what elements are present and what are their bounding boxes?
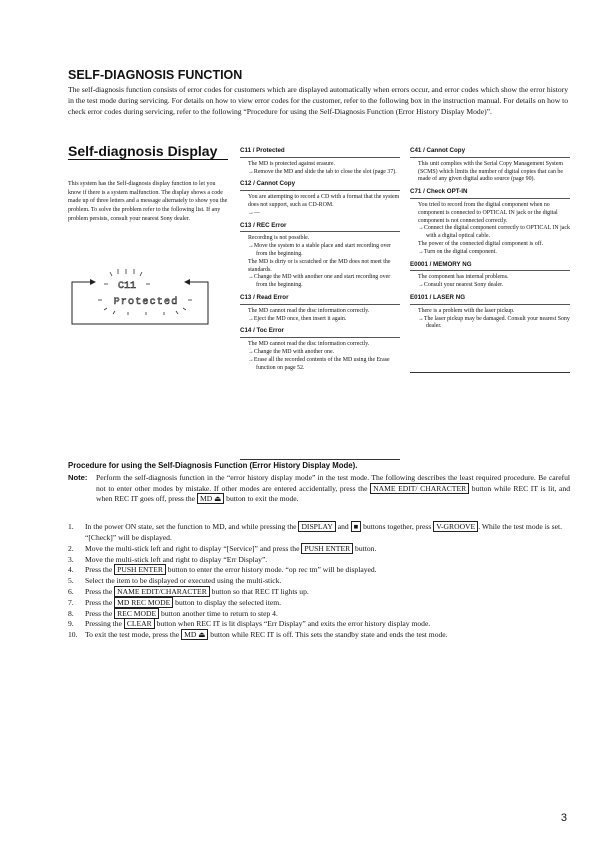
button-key-label: ■ <box>351 521 362 532</box>
step-text-part: . While the test mode is set. “[Check]” will be displayed. <box>85 522 562 542</box>
button-key-label: MD REC MODE <box>114 597 173 608</box>
arrow-bullet-icon: → <box>248 168 254 175</box>
error-description: The power of the connected digital component is off. <box>418 240 544 247</box>
step-text <box>85 522 570 544</box>
step-text-part: button so that REC IT lights up. <box>209 586 309 596</box>
column-end-rule <box>410 372 570 373</box>
page-title: SELF-DIAGNOSIS FUNCTION <box>68 68 243 82</box>
step-text-part: Press the <box>85 608 115 618</box>
step-text-part: buttons together, press <box>361 522 434 532</box>
step-text-part: button to enter the error history mode. “op rec tm” will be displayed. <box>165 565 377 575</box>
display-message-text: Protected <box>113 297 179 308</box>
error-description: There is a problem with the laser pickup. <box>418 307 515 314</box>
error-code: C14 / Toc Error <box>240 327 400 338</box>
arrow-bullet-icon: → <box>418 225 424 232</box>
arrow-bullet-icon: → <box>248 274 254 281</box>
error-code: C13 / Read Error <box>240 294 400 305</box>
step-text <box>85 630 570 641</box>
error-description: Recording is not possible. <box>248 235 310 242</box>
error-list-right <box>410 147 570 335</box>
step-text-part: Move the multi-stick left and right to display “Err Display”. <box>85 554 268 564</box>
error-description: The MD cannot read the disc information correctly. <box>248 341 370 348</box>
error-code: C41 / Cannot Copy <box>410 147 570 158</box>
error-entry <box>240 294 400 323</box>
step-number: 10. <box>68 630 78 640</box>
remedy-item <box>240 210 400 218</box>
step-text-part: Pressing the <box>85 619 124 629</box>
button-key-label: PUSH ENTER <box>114 564 166 575</box>
remedy-item <box>410 316 570 332</box>
note-text-part: button to exit the mode. <box>224 494 299 504</box>
step-text-part: button while REC IT is off. This sets the standby state and ends the test mode. <box>208 630 448 640</box>
remedy-text: Turn on the digital component. <box>423 248 497 255</box>
remedy-item <box>240 357 400 373</box>
button-key-label: DISPLAY <box>298 521 335 532</box>
button-key-label: PUSH ENTER <box>301 543 353 554</box>
arrow-bullet-icon: → <box>248 356 254 363</box>
arrow-bullet-icon: → <box>248 348 254 355</box>
procedure-step <box>68 598 570 609</box>
step-text-part: Press the <box>85 565 115 575</box>
error-code: C13 / REC Error <box>240 222 400 233</box>
step-number: 8. <box>68 608 74 618</box>
manual-box <box>68 143 228 224</box>
error-entry <box>240 147 400 176</box>
step-text-part: Move the multi-stick left and right to display “[Service]” and press the <box>85 543 302 553</box>
arrow-bullet-icon: → <box>418 282 424 289</box>
md-eject-key: MD ⏏ <box>197 493 224 504</box>
arrow-bullet-icon: → <box>248 315 254 322</box>
step-text <box>85 609 570 620</box>
arrow-bullet-icon: → <box>248 209 254 216</box>
remedy-text: Erase all the recorded contents of the MD using the Erase function on page 52. <box>253 356 390 371</box>
step-number: 5. <box>68 576 74 586</box>
remedy-text: Connect the digital component correctly to OPTICAL IN jack with a digital optical cable. <box>423 225 570 240</box>
remedy-item <box>240 274 400 290</box>
remedy-text: Change the MD with another one. <box>253 348 335 355</box>
remedy-item <box>410 282 570 290</box>
procedure-steps <box>68 522 570 641</box>
arrow-bullet-icon: → <box>248 243 254 250</box>
error-entry <box>240 180 400 217</box>
error-list-middle <box>240 147 400 376</box>
remedy-item <box>410 225 570 241</box>
step-text-part: To exit the test mode, press the <box>85 630 182 640</box>
step-text-part: Press the <box>85 597 115 607</box>
error-description: The MD cannot read the disc information correctly. <box>248 307 370 314</box>
remedy-text: Change the MD with another one and start recording over from the beginning. <box>253 274 391 289</box>
display-code-text: C11 <box>117 281 137 292</box>
procedure-step <box>68 565 570 576</box>
remedy-text: Remove the MD and slide the tab to close the slot (page 37). <box>253 168 397 175</box>
error-entry <box>410 188 570 256</box>
step-text <box>85 619 570 630</box>
button-key-label: MD ⏏ <box>181 629 208 640</box>
arrow-bullet-icon: → <box>418 248 424 255</box>
error-code: C71 / Check OPT-IN <box>410 188 570 199</box>
step-number: 6. <box>68 586 74 596</box>
error-code: E0001 / MEMORY NG <box>410 261 570 272</box>
remedy-text: The laser pickup may be damaged. Consult your nearest Sony dealer. <box>423 315 570 330</box>
step-text-part: button. <box>353 543 377 553</box>
note-text <box>96 473 570 505</box>
blink-rays-icon <box>98 269 192 315</box>
step-number: 3. <box>68 554 74 564</box>
procedure-step <box>68 630 570 641</box>
step-text-part: In the power ON state, set the function to MD, and while pressing the <box>85 522 299 532</box>
note-text-part: Perform the self-diagnosis function in the “error history display mode” in the test mode. The following describes the least required procedure. Be careful not to enter other modes by mistake. If other modes are entered accidentally, press the <box>96 472 570 493</box>
error-description: This unit complies with the Serial Copy Management System (SCMS) which limits the number of digital copies that can be made of any given digital audio source (page 90). <box>418 160 563 183</box>
error-entry <box>240 222 400 290</box>
procedure-section <box>68 461 570 641</box>
error-description: The component has internal problems. <box>418 274 509 281</box>
step-text-part: button to display the selected item. <box>173 597 282 607</box>
error-code: C11 / Protected <box>240 147 400 158</box>
error-entry <box>410 294 570 331</box>
step-number: 1. <box>68 522 74 532</box>
note-label: Note: <box>68 472 88 482</box>
step-text-part: button when REC IT is lit displays “Err Display” and exits the error history display mode. <box>154 619 431 629</box>
remedy-text: Eject the MD once, then insert it again. <box>253 315 347 322</box>
procedure-heading: Procedure for using the Self-Diagnosis Function (Error History Display Mode). <box>68 461 358 470</box>
remedy-text: Move the system to a stable place and start recording over from the beginning. <box>253 243 391 257</box>
note-block <box>68 473 570 505</box>
arrow-left-icon <box>184 279 190 285</box>
remedy-text: Consult your nearest Sony dealer. <box>423 282 504 289</box>
remedy-item <box>240 316 400 324</box>
step-number: 7. <box>68 597 74 607</box>
arrow-right-icon <box>90 279 96 285</box>
step-number: 2. <box>68 543 74 553</box>
step-text-part: Select the item to be displayed or executed using the multi-stick. <box>85 576 282 586</box>
error-entry <box>240 327 400 372</box>
arrow-bullet-icon: → <box>418 315 424 322</box>
error-description: The MD is protected against erasure. <box>248 160 336 167</box>
button-key-label: NAME EDIT/CHARACTER <box>114 586 210 597</box>
procedure-step <box>68 544 570 555</box>
name-edit-character-key: NAME EDIT/ CHARACTER <box>370 483 469 494</box>
step-text <box>85 598 570 609</box>
step-text-part: and <box>335 522 351 532</box>
button-key-label: REC MODE <box>114 608 159 619</box>
step-text <box>85 565 570 576</box>
error-code: E0101 / LASER NG <box>410 294 570 305</box>
error-description: You are attempting to record a CD with a format that the system does not support, such as CD-ROM. <box>248 194 400 208</box>
step-number: 4. <box>68 565 74 575</box>
error-code: C12 / Cannot Copy <box>240 180 400 191</box>
step-text <box>85 544 570 555</box>
error-entry <box>410 147 570 184</box>
self-diagnosis-display-heading: Self-diagnosis Display <box>68 148 228 160</box>
step-text-part: Press the <box>85 586 115 596</box>
procedure-step <box>68 522 570 544</box>
remedy-item <box>410 249 570 257</box>
button-key-label: CLEAR <box>124 618 155 629</box>
step-text-part: button another time to return to step 4. <box>159 608 278 618</box>
error-description: The MD is dirty or is scratched or the MD does not meet the standards. <box>248 258 391 273</box>
self-diagnosis-description: This system has the Self-diagnosis display function to let you know if there is a system malfunction. The display shows a code made up of three letters and a message alternately to show you the problem. To solve the problem refer to the following list. If any problem persists, consult your nearest Sony dealer. <box>68 180 228 222</box>
remedy-text: — <box>253 209 260 216</box>
display-illustration <box>68 262 216 334</box>
page-number: 3 <box>560 812 567 824</box>
button-key-label: V-GROOVE <box>433 521 478 532</box>
remedy-item <box>240 349 400 357</box>
error-entry <box>410 261 570 290</box>
remedy-item <box>240 243 400 259</box>
procedure-step <box>68 619 570 630</box>
step-number: 9. <box>68 619 74 629</box>
error-description: You tried to record from the digital component when no component is connected to OPTICAL IN jack or the digital component is not connected correctly. <box>418 201 558 224</box>
remedy-item <box>240 169 400 177</box>
column-end-rule <box>240 459 400 460</box>
intro-paragraph: The self-diagnosis function consists of error codes for customers which are displayed automatically when errors occur, and error codes which show the error history in the test mode during servicing. For details on how to view error codes for the customer, refer to the following box in the instruction manual. For details on how to check error codes during servicing, refer to the following “Procedure for using the Self-Diagnosis Function (Error History Display Mode)”. <box>68 85 568 116</box>
note-text-part: button while REC IT is lit, and when REC IT goes off, press the <box>96 483 571 504</box>
